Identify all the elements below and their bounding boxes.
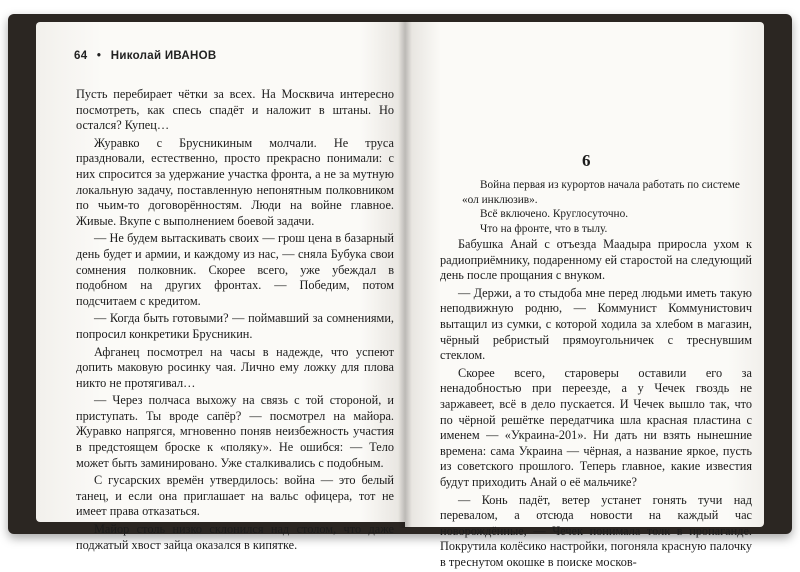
paragraph: — Через полчаса выхожу на связь с той стороной, и приступать. Ты вроде сапёр? — посмотрел на майора. Журавко напрягся, мгновенно поняв неизбежность участия в предстоящем броске к «поляку». Не ошибся: — Тело может быть заминировано. Уже сталкивались с подобным.	[76, 393, 394, 470]
paragraph: Бабушка Анай с отъезда Маадыра приросла ухом к радиоприёмнику, подаренному ей старостой на следующий день после прощания с внуком.	[440, 237, 752, 283]
epigraph-line: Война первая из курортов начала работать по системе «ол инклюзив».	[462, 179, 740, 206]
paragraph: — Держи, а то стыдоба мне перед людьми иметь такую неподвижную родню, — Коммунист Коммунистович вытащил из сумки, с которой ходила за хлебом в магазин, чёрный ребристый прямоугольничек с треснувшим стеклом.	[440, 285, 752, 363]
author-name: Николай ИВАНОВ	[110, 50, 217, 62]
paragraph: Журавко с Брусникиным молчали. Не труса праздновали, естественно, просто прекрасно понимали: с них спросится за удержание участка фронта, а не за мутную локальную задачу, поставленную непонятным полковником по чьим-то договорённостям. Люди на войне главное. Живые. Вкупе с выполнением боевой задачи.	[76, 135, 394, 228]
chapter-number: 6	[582, 151, 591, 170]
epigraph-line: Что на фронте, что в тылу.	[480, 222, 608, 235]
page-number: 64	[74, 50, 88, 62]
paragraph: Пусть перебирает чётки за всех. На Москвича интересно посмотреть, как спесь спадёт и наложит в штаны. Но остался? Купец…	[76, 87, 394, 133]
epigraph	[462, 178, 752, 236]
paragraph: — Не будем вытаскивать своих — грош цена в базарный день будет и армии, и каждому из нас, — сняла Бубука свои сомнения полковник. Скорее всего, уже убеждал в подобном на других фронтах. — Победим, потом подсчитаем с кредитом.	[76, 231, 394, 308]
paragraph: С гусарских времён утвердилось: война — это белый танец, и если она приглашает на вальс офицера, тот не имеет права отказаться.	[76, 473, 394, 519]
paragraph: — Конь падёт, ветер устанет гонять тучи над перевалом, а отсюда новости на каждый час новорождённые, — Чечек понимала толк в пропаганде. Покрутила колёсико настройки, погоняла красную палочку в треснутом окошке в поиске москов-	[440, 492, 752, 569]
paragraph: Майор столь низко склонился над столом, что даже поджатый хвост зайца оказался в кипятке.	[76, 522, 394, 552]
running-head	[74, 50, 216, 62]
paragraph: Афганец посмотрел на часы в надежде, что успеют допить маковую росинку чая. Лично ему ложку для плова никто не протягивал…	[76, 344, 394, 390]
header-separator: •	[96, 50, 102, 62]
paragraph: Скорее всего, староверы оставили его за ненадобностью при переезде, а у Чечек гвоздь не заржавеет, всё в дело пускается. И Чечек вышло так, что по чёрной решётке передатчика шла красная пластина с именем — «Украина-201». Ни дать ни взять нынешние времена: сама Украина — чёрная, а название яркое, пусть из советского прошлого. Теперь главное, какие известия будут приходить Анай о её мальчике?	[440, 365, 752, 489]
left-page-text	[76, 87, 394, 555]
right-page-text	[440, 237, 752, 572]
paragraph: — Когда быть готовыми? — поймавший за сомнениями, попросил конкретики Брусникин.	[76, 311, 394, 341]
epigraph-line: Всё включено. Круглосуточно.	[480, 208, 629, 221]
book-spine	[398, 20, 412, 528]
